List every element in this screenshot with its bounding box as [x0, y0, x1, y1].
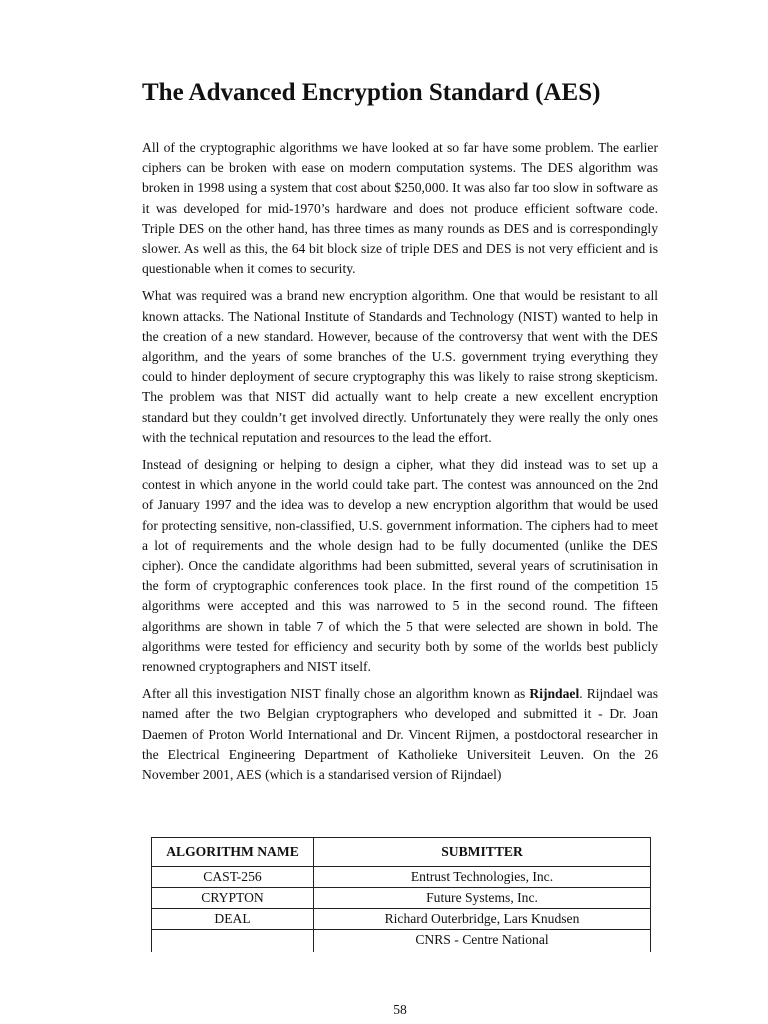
- algorithm-table: [151, 837, 651, 952]
- body-text: [142, 138, 658, 792]
- paragraph: All of the cryptographic algorithms we have looked at so far have some problem. The earlier ciphers can be broken with ease on modern computation systems. The DES algorithm was broken in 1998 using a system that cost about $250,000. It was also far too slow in software as it was developed for mid-1970’s hardware and does not produce efficient software code. Triple DES on the other hand, has three times as many rounds as DES and is correspondingly slower. As well as this, the 64 bit block size of triple DES and DES is not very efficient and is questionable when it comes to security.: [142, 140, 658, 277]
- table-row: [152, 909, 651, 930]
- paragraph: [142, 684, 658, 785]
- page-number: 58: [393, 1002, 407, 1017]
- column-header-algorithm-name: ALGORITHM NAME: [152, 838, 314, 867]
- table-cell-submitter: Future Systems, Inc.: [314, 888, 651, 909]
- table-cell-algorithm: CRYPTON: [152, 888, 314, 909]
- paragraph: What was required was a brand new encryption algorithm. One that would be resistant to all known attacks. The National Institute of Standards and Technology (NIST) wanted to help in the creation of a new standard. However, because of the controversy that went with the DES algorithm, and the years of some branches of the U.S. government trying everything they could to hinder deployment of secure cryptography this was likely to raise strong skepticism. The problem was that NIST did actually want to help create a new excellent encryption standard but they couldn’t get involved directly. Unfortunately they were really the only ones with the technical reputation and resources to the lead the effort.: [142, 288, 658, 445]
- column-header-submitter: SUBMITTER: [314, 838, 651, 867]
- table-cell-submitter: Richard Outerbridge, Lars Knudsen: [314, 909, 651, 930]
- paragraph: Instead of designing or helping to design a cipher, what they did instead was to set up a contest in which anyone in the world could take part. The contest was announced on the 2nd of January 1997 and the idea was to develop a new encryption algorithm that would be used for protecting sensitive, non-classified, U.S. government information. The ciphers had to meet a lot of requirements and the whole design had to be fully documented (unlike the DES cipher). Once the candidate algorithms had been submitted, several years of scrutinisation in the form of cryptographic conferences took place. In the first round of the competition 15 algorithms were accepted and this was narrowed to 5 in the second round. The fifteen algorithms are shown in table 7 of which the 5 that were selected are shown in bold. The algorithms were tested for efficiency and security both by some of the worlds best publicly renowned cryptographers and NIST itself.: [142, 457, 658, 675]
- table-cell-algorithm: CAST-256: [152, 867, 314, 888]
- paragraph-text: . Rijndael was named after the two Belgian cryptographers who developed and submitted it - Dr. Joan Daemen of Proton World International and Dr. Vincent Rijmen, a postdoctoral researcher in the Electrical Engineering Department of Katholieke Universiteit Leuven. On the 26 November 2001, AES (which is a standarised version of Rijndael): [142, 686, 658, 783]
- table-row: [152, 867, 651, 888]
- table-cell-submitter: CNRS - Centre National: [314, 930, 651, 953]
- paragraph-text: After all this investigation NIST finally chose an algorithm known as: [142, 686, 530, 702]
- page-title: The Advanced Encryption Standard (AES): [142, 79, 601, 106]
- table-cell-submitter: Entrust Technologies, Inc.: [314, 867, 651, 888]
- bold-term-rijndael: Rijndael: [529, 686, 580, 702]
- table-row: [152, 930, 651, 953]
- table-header-row: [152, 838, 651, 867]
- table-cell-algorithm: [152, 930, 314, 953]
- table-row: [152, 888, 651, 909]
- table-cell-algorithm: DEAL: [152, 909, 314, 930]
